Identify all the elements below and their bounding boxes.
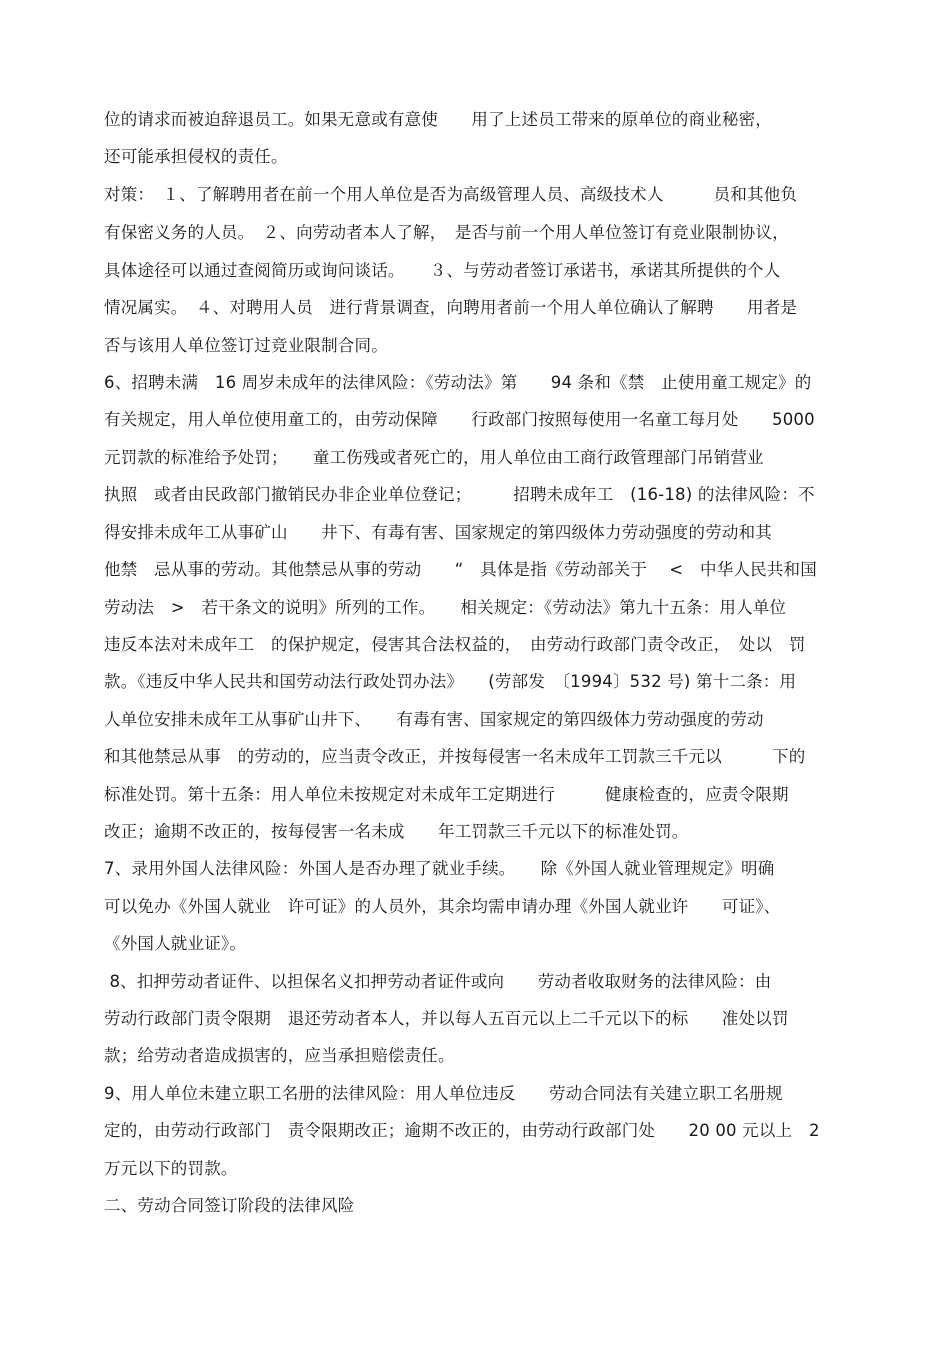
text-line: 元罚款的标准给予处罚； 童工伤残或者死亡的，用人单位由工商行政管理部门吊销营业 xyxy=(104,448,764,467)
text-line: 万元以下的罚款。 xyxy=(104,1159,238,1178)
text-line: 劳动行政部门责令限期 退还劳动者本人，并以每人五百元以上二千元以下的标 准处以罚 xyxy=(104,1009,789,1028)
text-line: 有关规定，用人单位使用童工的，由劳动保障 行政部门按照每使用一名童工每月处 5000 xyxy=(104,410,815,429)
text-line: 否与该用人单位签订过竞业限制合同。 xyxy=(104,336,388,355)
text-line: 执照 或者由民政部门撤销民办非企业单位登记； 招聘未成年工 (16-18) 的法律风险：不 xyxy=(104,485,815,504)
text-line: 款。《违反中华人民共和国劳动法行政处罚办法》 (劳部发 〔1994〕532 号) 第十二条：用 xyxy=(104,672,797,691)
text-line: 得安排未成年工从事矿山 井下、有毒有害、国家规定的第四级体力劳动强度的劳动和其 xyxy=(104,523,772,542)
text-line: 违反本法对未成年工 的保护规定，侵害其合法权益的， 由劳动行政部门责令改正， 处以 罚 xyxy=(104,635,806,654)
text-line: 可以免办《外国人就业 许可证》的人员外，其余均需申请办理《外国人就业许 可证》、 xyxy=(104,897,781,916)
text-line: 定的，由劳动行政部门 责令限期改正；逾期不改正的，由劳动行政部门处 20 00 元以上 2 xyxy=(104,1121,820,1140)
text-line: 有保密义务的人员。 ２、向劳动者本人了解， 是否与前一个用人单位签订有竞业限制协议， xyxy=(104,223,789,242)
text-line: 《外国人就业证》。 xyxy=(104,934,247,953)
text-line: 位的请求而被迫辞退员工。如果无意或有意使 用了上述员工带来的原单位的商业秘密， xyxy=(104,110,772,129)
text-line: 情况属实。 ４、对聘用人员 进行背景调查，向聘用者前一个用人单位确认了解聘 用者是 xyxy=(104,298,798,317)
section-heading: 二、劳动合同签订阶段的法律风险 xyxy=(104,1196,355,1215)
text-line: 人单位安排未成年工从事矿山井下、 有毒有害、国家规定的第四级体力劳动强度的劳动 xyxy=(104,710,764,729)
text-line: 他禁 忌从事的劳动。其他禁忌从事的劳动 “ 具体是指《劳动部关于 < 中华人民共和国 xyxy=(104,560,817,579)
text-line: 7、录用外国人法律风险：外国人是否办理了就业手续。 除《外国人就业管理规定》明确 xyxy=(104,859,775,878)
text-line: 6、招聘未满 16 周岁未成年的法律风险：《劳动法》第 94 条和《禁 止使用童工规定》的 xyxy=(104,373,812,392)
text-line: 对策： １、了解聘用者在前一个用人单位是否为高级管理人员、高级技术人 员和其他负 xyxy=(104,185,798,204)
text-line: 还可能承担侵权的责任。 xyxy=(104,147,288,166)
text-line: 标准处罚。第十五条：用人单位未按规定对未成年工定期进行 健康检查的，应责令限期 xyxy=(104,785,789,804)
text-line: 8、扣押劳动者证件、以担保名义扣押劳动者证件或向 劳动者收取财务的法律风险：由 xyxy=(104,972,772,991)
text-line: 具体途径可以通过查阅简历或询问谈话。 ３、与劳动者签订承诺书，承诺其所提供的个人 xyxy=(104,261,781,280)
text-line: 9、用人单位未建立职工名册的法律风险：用人单位违反 劳动合同法有关建立职工名册规 xyxy=(104,1084,783,1103)
text-line: 款；给劳动者造成损害的，应当承担赔偿责任。 xyxy=(104,1046,455,1065)
text-line: 和其他禁忌从事 的劳动的，应当责令改正，并按每侵害一名未成年工罚款三千元以 下的 xyxy=(104,747,806,766)
text-line: 劳动法 > 若干条文的说明》所列的工作。 相关规定：《劳动法》第九十五条：用人单位 xyxy=(104,598,787,617)
text-line: 改正；逾期不改正的，按每侵害一名未成 年工罚款三千元以下的标准处罚。 xyxy=(104,822,689,841)
